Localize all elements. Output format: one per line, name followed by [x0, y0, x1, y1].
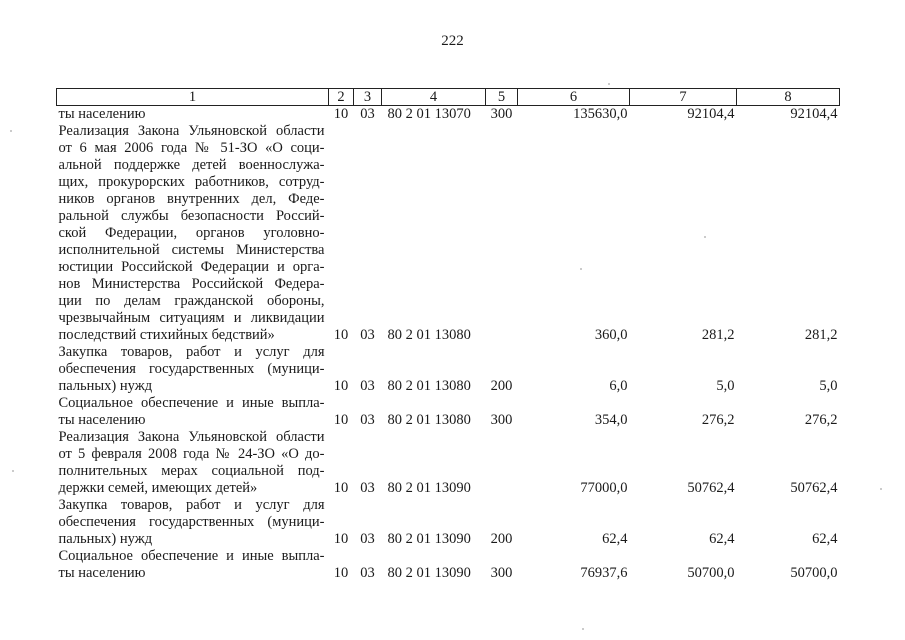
amount-2015-cell: 5,0 — [716, 378, 735, 394]
column-header-1: 1 — [57, 89, 329, 106]
scan-speck — [10, 130, 12, 132]
column-header-7: 7 — [630, 89, 737, 106]
description-line: Реализация Закона Ульяновской области — [58, 123, 325, 139]
scan-speck — [704, 236, 706, 238]
table-row — [57, 123, 840, 344]
subsection-cell: 03 — [360, 565, 375, 581]
description-line: ты населению — [58, 565, 146, 581]
description-line: ты населению — [58, 106, 146, 122]
section-cell: 10 — [333, 412, 349, 428]
description-line: Реализация Закона Ульяновской области — [58, 429, 325, 445]
description-line: от 6 мая 2006 года № 51-ЗО «О соци- — [58, 140, 325, 156]
column-header-2: 2 — [329, 89, 354, 106]
scan-speck — [582, 628, 584, 630]
description-line: Социальное обеспечение и иные выпла- — [58, 548, 325, 564]
target-article-cell: 80 2 01 13090 — [387, 531, 471, 547]
amount-2016-cell: 276,2 — [804, 412, 838, 428]
amount-2016-cell: 50700,0 — [790, 565, 838, 581]
column-header-8: 8 — [737, 89, 840, 106]
description-cell — [57, 106, 329, 124]
table-row — [57, 344, 840, 395]
subsection-cell: 03 — [360, 327, 375, 343]
section-cell: 10 — [333, 480, 349, 496]
section-cell: 10 — [333, 531, 349, 547]
amount-2016-cell: 62,4 — [812, 531, 838, 547]
description-line: полнительных мерах социальной под- — [58, 463, 325, 479]
description-cell — [57, 429, 329, 497]
target-article-cell: 80 2 01 13090 — [387, 565, 471, 581]
description-line: альной поддержке детей военнослужа- — [58, 157, 325, 173]
description-cell — [57, 395, 329, 429]
target-article-cell: 80 2 01 13080 — [387, 378, 471, 394]
section-cell: 10 — [333, 327, 349, 343]
amount-2016-cell: 92104,4 — [790, 106, 838, 122]
expense-type-cell: 300 — [490, 412, 513, 428]
expense-type-cell: 300 — [490, 565, 513, 581]
description-line: пальных) нужд — [58, 378, 153, 394]
scan-speck — [12, 470, 14, 472]
section-cell: 10 — [333, 378, 349, 394]
amount-2015-cell: 62,4 — [709, 531, 735, 547]
target-article-cell: 80 2 01 13080 — [387, 327, 471, 343]
column-header-5: 5 — [486, 89, 518, 106]
expense-type-cell: 300 — [490, 106, 513, 122]
amount-2016-cell: 281,2 — [804, 327, 838, 343]
amount-cell: 360,0 — [594, 327, 628, 343]
table-row — [57, 548, 840, 582]
description-line: обеспечения государственных (муници- — [58, 361, 325, 377]
amount-cell: 135630,0 — [573, 106, 628, 122]
expense-type-cell — [486, 123, 518, 344]
description-line: исполнительной системы Министерства — [58, 242, 325, 258]
subsection-cell: 03 — [360, 106, 375, 122]
subsection-cell: 03 — [360, 378, 375, 394]
amount-cell: 76937,6 — [580, 565, 628, 581]
description-line: щих, прокурорских работников, сотруд- — [58, 174, 325, 190]
description-line: ников органов внутренних дел, Феде- — [58, 191, 325, 207]
amount-2015-cell: 281,2 — [701, 327, 735, 343]
target-article-cell: 80 2 01 13070 — [387, 106, 471, 122]
subsection-cell: 03 — [360, 531, 375, 547]
amount-cell: 77000,0 — [580, 480, 628, 496]
amount-cell: 354,0 — [594, 412, 628, 428]
section-cell: 10 — [333, 106, 349, 122]
description-line: ции по делам гражданской обороны, — [58, 293, 325, 309]
scan-speck — [880, 488, 882, 490]
description-cell — [57, 497, 329, 548]
expense-type-cell: 200 — [490, 378, 513, 394]
target-article-cell: 80 2 01 13080 — [387, 412, 471, 428]
table-row — [57, 429, 840, 497]
page-number: 222 — [441, 33, 464, 49]
table-header-row — [57, 89, 840, 106]
table-row — [57, 395, 840, 429]
subsection-cell: 03 — [360, 480, 375, 496]
description-cell — [57, 123, 329, 344]
table-row — [57, 497, 840, 548]
column-header-3: 3 — [354, 89, 382, 106]
amount-2015-cell: 92104,4 — [687, 106, 735, 122]
table-row — [57, 106, 840, 124]
amount-cell: 62,4 — [602, 531, 628, 547]
description-cell — [57, 344, 329, 395]
subsection-cell: 03 — [360, 412, 375, 428]
description-line: ральной службы безопасности Россий- — [58, 208, 325, 224]
table-body — [57, 106, 840, 583]
amount-2015-cell: 50762,4 — [687, 480, 735, 496]
expense-type-cell: 200 — [490, 531, 513, 547]
description-line: держки семей, имеющих детей» — [58, 480, 258, 496]
description-line: пальных) нужд — [58, 531, 153, 547]
description-line: последствий стихийных бедствий» — [58, 327, 275, 343]
description-cell — [57, 548, 329, 582]
target-article-cell: 80 2 01 13090 — [387, 480, 471, 496]
column-header-4: 4 — [382, 89, 486, 106]
column-header-6: 6 — [518, 89, 630, 106]
description-line: обеспечения государственных (муници- — [58, 514, 325, 530]
description-line: юстиции Российской Федерации и орга- — [58, 259, 325, 275]
description-line: Закупка товаров, работ и услуг для — [58, 344, 325, 360]
expense-type-cell — [486, 429, 518, 497]
description-line: Закупка товаров, работ и услуг для — [58, 497, 325, 513]
description-line: Социальное обеспечение и иные выпла- — [58, 395, 325, 411]
description-line: чрезвычайным ситуациям и ликвидации — [58, 310, 325, 326]
amount-2015-cell: 50700,0 — [687, 565, 735, 581]
scan-speck — [580, 268, 582, 270]
scan-speck — [608, 83, 610, 85]
budget-table — [56, 88, 840, 582]
section-cell: 10 — [333, 565, 349, 581]
description-line: ской Федерации, органов уголовно- — [58, 225, 325, 241]
description-line: от 5 февраля 2008 года № 24-ЗО «О до- — [58, 446, 325, 462]
amount-2015-cell: 276,2 — [701, 412, 735, 428]
amount-2016-cell: 5,0 — [819, 378, 838, 394]
amount-cell: 6,0 — [609, 378, 628, 394]
description-line: нов Министерства Российской Федера- — [58, 276, 325, 292]
amount-2016-cell: 50762,4 — [790, 480, 838, 496]
description-line: ты населению — [58, 412, 146, 428]
